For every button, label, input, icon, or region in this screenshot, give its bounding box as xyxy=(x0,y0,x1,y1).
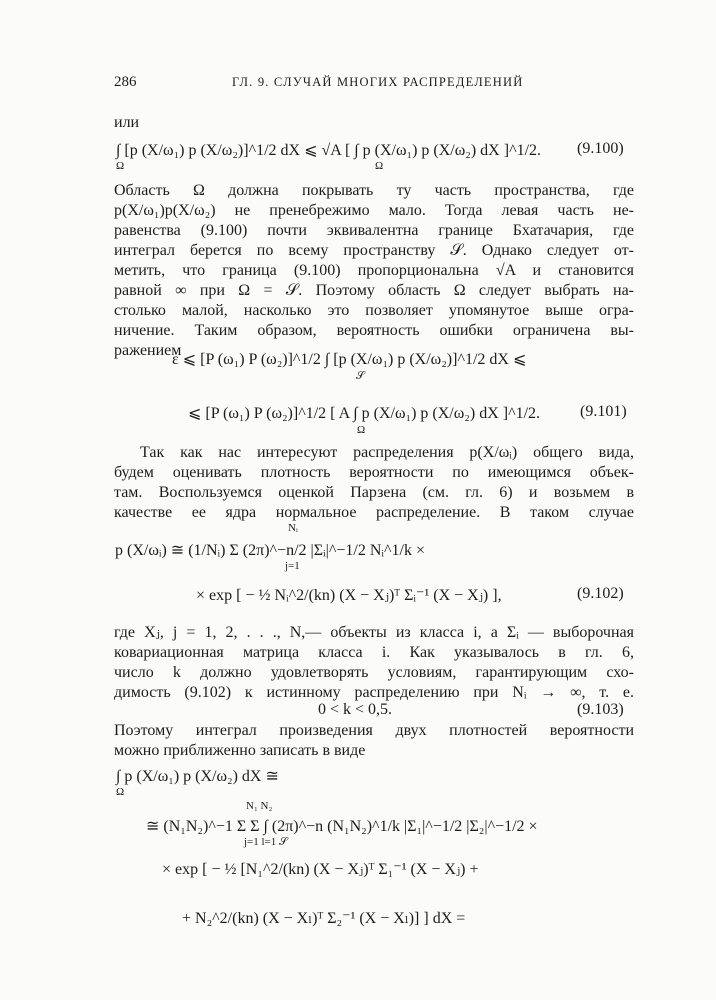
text-line: интеграл берется по всему пространству 𝒮. Однако следует от- xyxy=(114,242,634,259)
equation-9-103: 0 < k < 0,5. xyxy=(318,701,393,718)
page-header xyxy=(114,74,634,98)
equation-9-101-line1: ε ⩽ [P (ω₁) P (ω₂)]^1/2 ∫ [p (X/ω₁) p (X/ω₂)]^1/2 dX ⩽ xyxy=(172,351,527,368)
text-line: Область Ω должна покрывать ту часть пространства, где xyxy=(114,182,634,199)
equation-integral-line4: + N₂^2/(kn) (X − Xₗ)ᵀ Σ₂⁻¹ (X − Xₗ)] ] dX = xyxy=(182,910,466,927)
equation-9-102-line2: × exp [ − ½ Nᵢ^2/(kn) (X − Xⱼ)ᵀ Σᵢ⁻¹ (X − Xⱼ) ], xyxy=(196,587,502,604)
equation-9-100: ∫ [p (X/ω₁) p (X/ω₂)]^1/2 dX ⩽ √A [ ∫ p (X/ω₁) p (X/ω₂) dX ]^1/2. xyxy=(116,142,542,159)
text-line: можно приближенно записать в виде xyxy=(114,742,366,759)
text-line: или xyxy=(114,114,140,131)
equation-number: (9.102) xyxy=(577,585,624,602)
text-line: ражением xyxy=(114,342,182,359)
equation-subscript: Ω xyxy=(357,424,366,436)
text-line: столько малой, насколько это позволяет упомянутое выше огра- xyxy=(114,302,634,319)
equation-subscript: Ω xyxy=(116,160,125,172)
text-line: будем оценивать плотность вероятности по имеющимся объек- xyxy=(114,464,634,481)
equation-number: (9.101) xyxy=(580,403,627,420)
text-line: димость (9.102) к истинному распределению при Nᵢ → ∞, т. е. xyxy=(114,684,634,701)
equation-subscript: Ω xyxy=(375,160,384,172)
text-line: p(X/ω₁)p(X/ω₂) не пренебрежимо мало. Тогда левая часть не- xyxy=(114,202,634,219)
equation-number: (9.100) xyxy=(577,140,624,157)
equation-9-101-line2: ⩽ [P (ω₁) P (ω₂)]^1/2 [ A ∫ p (X/ω₁) p (X/ω₂) dX ]^1/2. xyxy=(188,405,541,422)
text-line: качестве ее ядра нормальное распределение. В таком случае xyxy=(114,504,634,521)
text-line: метить, что граница (9.100) пропорциональна √A и становится xyxy=(114,262,634,279)
text-line: число k должно удовлетворять условиям, гарантирующим схо- xyxy=(114,664,634,681)
text-line: где Xⱼ, j = 1, 2, . . ., N,— объекты из класса i, а Σᵢ — выборочная xyxy=(114,624,634,641)
equation-9-102-line1: p (X/ωᵢ) ≅ (1/Nᵢ) Σ (2π)^−n/2 |Σᵢ|^−1/2 Nᵢ^1/k × xyxy=(115,542,425,559)
text-line: ковариационная матрица класса i. Как указывалось в гл. 6, xyxy=(114,644,634,661)
text-line: равной ∞ при Ω = 𝒮. Поэтому область Ω следует выбрать на- xyxy=(114,282,634,299)
equation-subscript: Ω xyxy=(116,786,125,798)
summation-lower-limits: j=1 l=1 𝒮 xyxy=(244,836,288,848)
text-line: ничение. Таким образом, вероятность ошибки ограничена вы- xyxy=(114,322,634,339)
summation-upper-limits: N₁ N₂ xyxy=(246,800,273,812)
running-title: ГЛ. 9. СЛУЧАЙ МНОГИХ РАСПРЕДЕЛЕНИЙ xyxy=(232,75,524,89)
equation-subscript: 𝒮 xyxy=(356,370,365,382)
equation-integral-line2: ≅ (N₁N₂)^−1 Σ Σ ∫ (2π)^−n (N₁N₂)^1/k |Σ₁|^−1/2 |Σ₂|^−1/2 × xyxy=(146,818,538,835)
summation-lower-limit: j=1 xyxy=(285,560,300,572)
text-line: Так как нас интересуют распределения p(X/ωᵢ) общего вида, xyxy=(140,444,635,461)
equation-integral: ∫ p (X/ω₁) p (X/ω₂) dX ≅ xyxy=(116,768,279,785)
equation-number: (9.103) xyxy=(577,701,624,718)
text-line: равенства (9.100) почти эквивалентна границе Бхатачария, где xyxy=(114,222,634,239)
summation-upper-limit: Nᵢ xyxy=(288,522,298,534)
page-number: 286 xyxy=(114,74,137,90)
text-line: там. Воспользуемся оценкой Парзена (см. гл. 6) и возьмем в xyxy=(114,484,634,501)
text-line: Поэтому интеграл произведения двух плотностей вероятности xyxy=(114,722,634,739)
equation-integral-line3: × exp [ − ½ [N₁^2/(kn) (X − Xⱼ)ᵀ Σ₁⁻¹ (X − Xⱼ) + xyxy=(162,861,479,878)
